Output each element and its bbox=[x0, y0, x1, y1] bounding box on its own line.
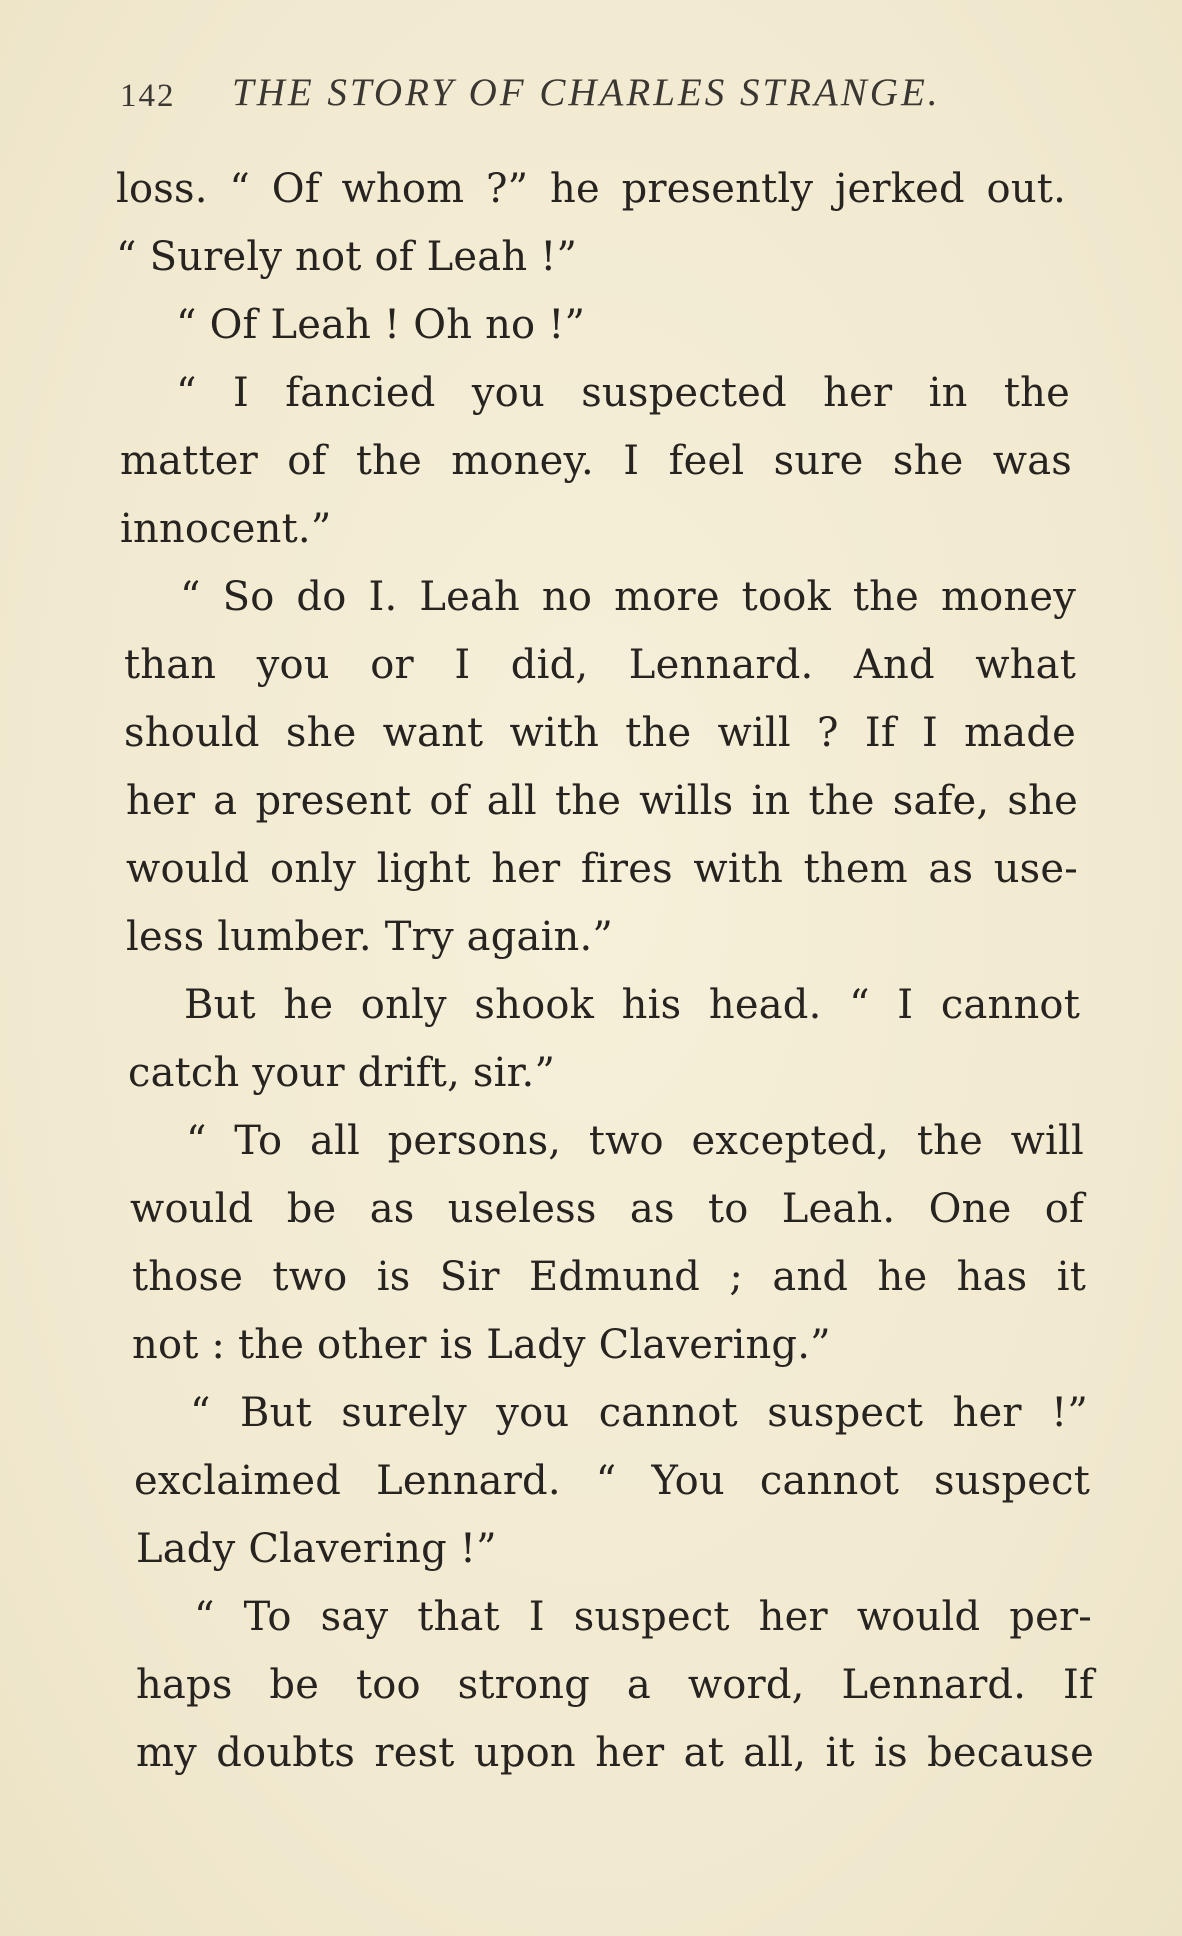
page-number: 142 bbox=[120, 78, 176, 114]
text-line: exclaimed Lennard. “ You cannot suspect bbox=[134, 1458, 1090, 1504]
text-line: But he only shook his head. “ I cannot bbox=[184, 982, 1080, 1028]
text-line: Lady Clavering !” bbox=[136, 1526, 497, 1572]
text-line: “ So do I. Leah no more took the money bbox=[180, 574, 1076, 620]
text-line: haps be too strong a word, Lennard. If bbox=[136, 1662, 1094, 1708]
text-line: my doubts rest upon her at all, it is because bbox=[136, 1730, 1094, 1776]
text-line: “ Surely not of Leah !” bbox=[116, 234, 578, 280]
text-line: would only light her fires with them as use- bbox=[126, 846, 1078, 892]
text-line: not : the other is Lady Clavering.” bbox=[132, 1322, 831, 1368]
text-line: “ But surely you cannot suspect her !” bbox=[190, 1390, 1088, 1436]
text-line: those two is Sir Edmund ; and he has it bbox=[132, 1254, 1086, 1300]
text-line: loss. “ Of whom ?” he presently jerked out. bbox=[116, 166, 1066, 212]
text-line: innocent.” bbox=[120, 506, 332, 552]
text-line: should she want with the will ? If I made bbox=[124, 710, 1076, 756]
text-line: “ To say that I suspect her would per- bbox=[194, 1594, 1092, 1640]
text-line: than you or I did, Lennard. And what bbox=[124, 642, 1076, 688]
text-line: “ To all persons, two excepted, the will bbox=[186, 1118, 1084, 1164]
running-title: THE STORY OF CHARLES STRANGE. bbox=[232, 71, 941, 114]
text-line: would be as useless as to Leah. One of bbox=[130, 1186, 1084, 1232]
text-line: matter of the money. I feel sure she was bbox=[120, 438, 1072, 484]
text-line: “ Of Leah ! Oh no !” bbox=[176, 302, 586, 348]
text-line: her a present of all the wills in the safe, she bbox=[126, 778, 1078, 824]
text-line: less lumber. Try again.” bbox=[126, 914, 614, 960]
text-line: catch your drift, sir.” bbox=[128, 1050, 556, 1096]
text-line: “ I fancied you suspected her in the bbox=[176, 370, 1070, 416]
